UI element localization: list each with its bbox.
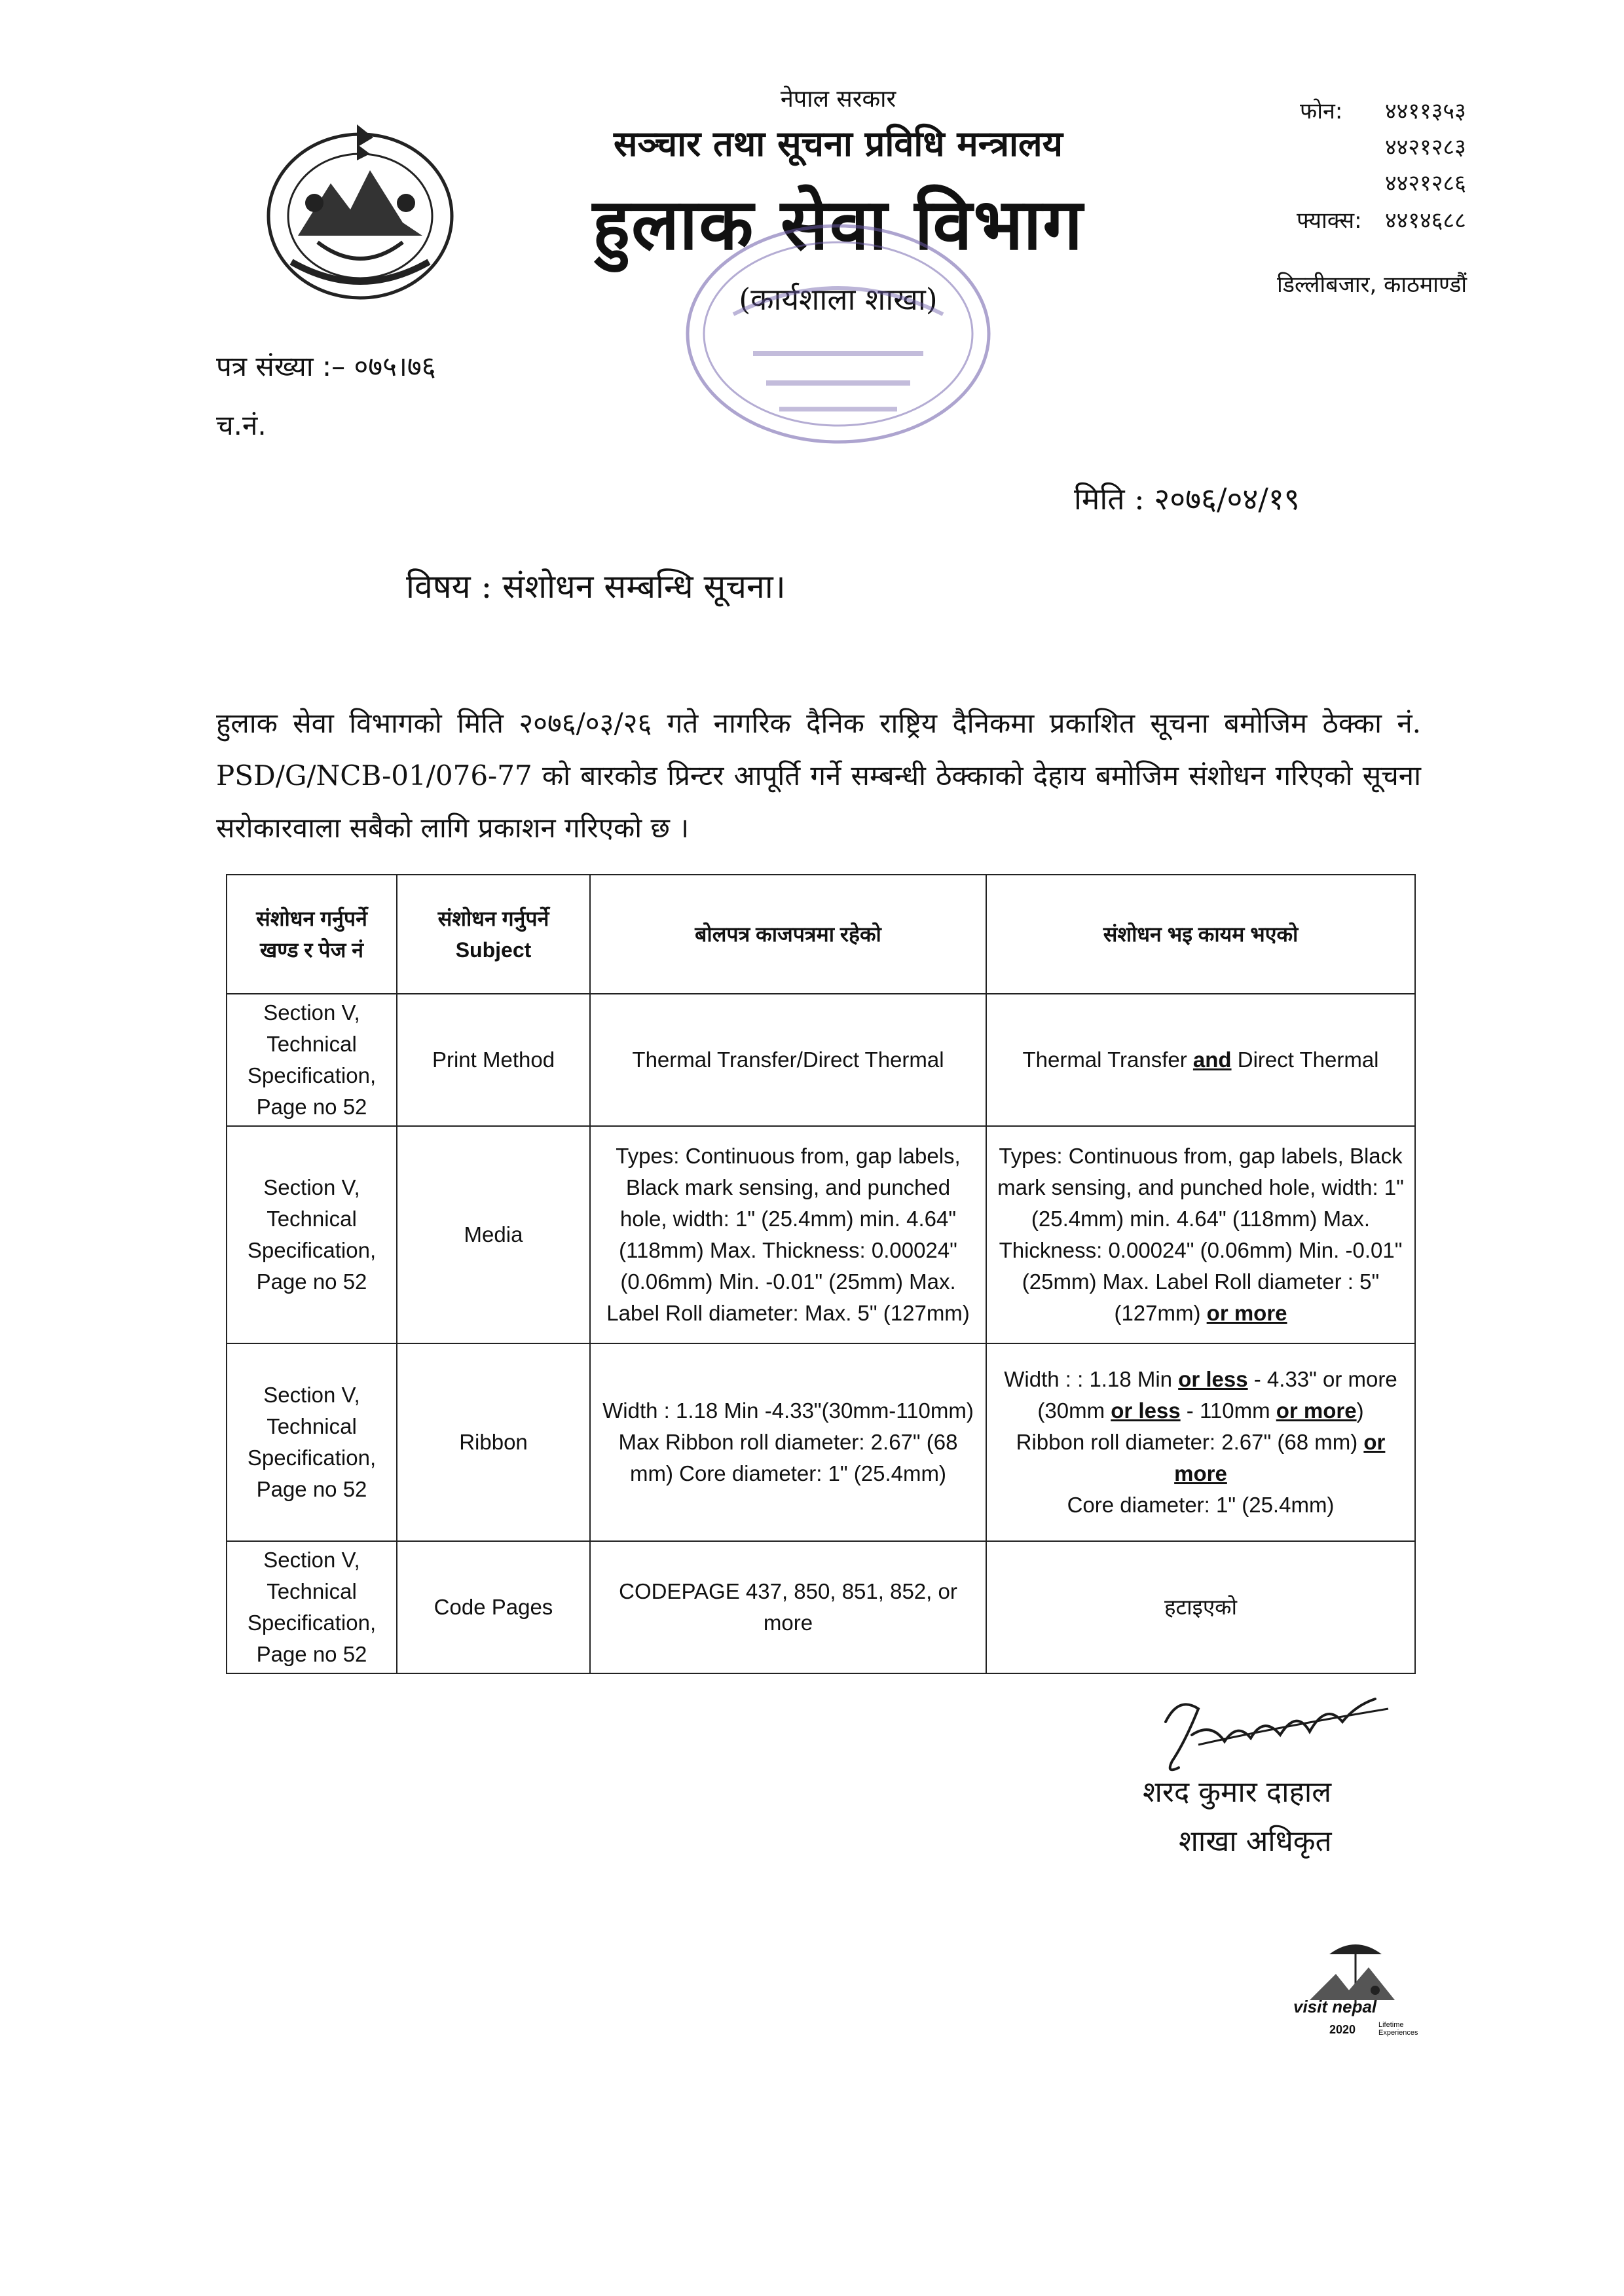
amended-text: Direct Thermal <box>1231 1048 1379 1072</box>
letter-body: हुलाक सेवा विभागको मिति २०७६/०३/२६ गते नागरिक दैनिक राष्ट्रिय दैनिकमा प्रकाशित सूचना बमोजिम ठेक्का नं. PSD/G/NCB-01/076-77 को बारकोड प्रिन्टर आपूर्ति गर्ने सम्बन्धी ठेक्काको देहाय बमोजिम संशोधन गरिएको सूचना सरोकारवाला सबैको लागि प्रकाशन गरिएको छ । <box>216 707 1421 844</box>
subject-cell: Code Pages <box>397 1541 590 1673</box>
government-label: नेपाल सरकार <box>780 86 896 113</box>
amended-emphasis: or less <box>1111 1398 1181 1423</box>
table-row <box>227 1126 1415 1343</box>
letter-date: मिति : २०७६/०४/१९ <box>1074 481 1300 517</box>
branch-title: (कार्यशाला शाखा) <box>739 282 938 317</box>
letter-subject: विषय : संशोधन सम्बन्धि सूचना। <box>406 568 786 606</box>
amended-emphasis: or more <box>1276 1398 1357 1423</box>
department-title: हुलाक सेवा विभाग <box>592 183 1084 266</box>
section-cell: Section V, Technical Specification, Page no 52 <box>227 1126 397 1343</box>
amendment-table <box>226 874 1416 1674</box>
amended-emphasis: and <box>1192 1048 1232 1072</box>
column-header-section: संशोधन गर्नुपर्ने खण्ड र पेज नं <box>227 875 397 994</box>
phone-number: ४४२१२८६ <box>1385 170 1466 196</box>
section-cell: Section V, Technical Specification, Page no 52 <box>227 994 397 1126</box>
amended-emphasis: or less <box>1178 1367 1248 1391</box>
visit-nepal-logo-icon <box>1283 1928 1434 2059</box>
office-address: डिल्लीबजार, काठमाण्डौं <box>1277 272 1467 298</box>
phone-number: ४४११३५३ <box>1385 98 1466 124</box>
amended-text: ) <box>1356 1398 1364 1423</box>
fax-number: ४४१४६८८ <box>1385 208 1466 234</box>
amended-text: - 110mm <box>1180 1398 1276 1423</box>
original-cell: Types: Continuous from, gap labels, Black mark sensing, and punched hole, width: 1" (25.4mm) min. 4.64" (118mm) Max. Thickness: 0.00024" (0.06mm) Min. -0.01" (25mm) Max. Label Roll diameter: Max. 5" (127mm) <box>590 1126 986 1343</box>
original-cell: Width : 1.18 Min -4.33"(30mm-110mm) Max Ribbon roll diameter: 2.67" (68 mm) Core diameter: 1" (25.4mm) <box>590 1343 986 1541</box>
original-cell: CODEPAGE 437, 850, 851, 852, or more <box>590 1541 986 1673</box>
column-header-subject <box>397 875 590 994</box>
original-cell: Thermal Transfer/Direct Thermal <box>590 994 986 1126</box>
amended-text: - 4.33" or more (30mm <box>1037 1367 1397 1423</box>
amended-emphasis: or more <box>1174 1430 1386 1485</box>
signer-name: शरद कुमार दाहाल <box>1143 1776 1332 1809</box>
handwritten-signature-icon <box>1139 1683 1401 1781</box>
amended-cell <box>986 1343 1415 1541</box>
nepal-government-emblem-icon <box>252 111 468 308</box>
amended-text: Thermal Transfer <box>1022 1048 1193 1072</box>
amended-text: Types: Continuous from, gap labels, Black mark sensing, and punched hole, width: 1" (25.4mm) min. 4.64" (118mm) Max. Thickness: 0.00024" (0.06mm) Min. -0.01" (25mm) Max. Label Roll diameter : 5" (127mm) <box>997 1144 1404 1325</box>
column-header-subject-nepali: संशोधन गर्नुपर्ने <box>437 907 549 930</box>
amended-cell: हटाइएको <box>986 1541 1415 1673</box>
amended-text: Ribbon roll diameter: 2.67" (68 mm) <box>1016 1430 1364 1454</box>
section-cell: Section V, Technical Specification, Page no 52 <box>227 1343 397 1541</box>
column-header-original: बोलपत्र काजपत्रमा रहेको <box>590 875 986 994</box>
column-header-subject-english: Subject <box>455 938 532 962</box>
subject-cell: Ribbon <box>397 1343 590 1541</box>
amended-text: Core diameter: 1" (25.4mm) <box>1067 1493 1335 1517</box>
visit-nepal-tagline: Lifetime Experiences <box>1378 2021 1418 2037</box>
amended-text: Width : : 1.18 Min <box>1004 1367 1179 1391</box>
table-header-row <box>227 875 1415 994</box>
visit-nepal-year: 2020 <box>1329 2023 1356 2036</box>
subject-cell: Media <box>397 1126 590 1343</box>
amended-emphasis: or more <box>1206 1301 1287 1325</box>
signer-title: शाखा अधिकृत <box>1179 1825 1332 1858</box>
phone-label: फोन: <box>1300 98 1343 124</box>
fax-label: फ्याक्स: <box>1297 208 1362 234</box>
table-row <box>227 994 1415 1126</box>
section-cell: Section V, Technical Specification, Page no 52 <box>227 1541 397 1673</box>
dispatch-number: च.नं. <box>216 409 267 441</box>
phone-number: ४४२१२८३ <box>1385 134 1466 160</box>
column-header-amended: संशोधन भइ कायम भएको <box>986 875 1415 994</box>
visit-nepal-wordmark: visit nepal <box>1293 1997 1377 2016</box>
letter-number: पत्र संख्या :– ०७५।७६ <box>216 350 436 382</box>
amended-cell <box>986 994 1415 1126</box>
office-stamp-icon <box>655 216 1022 452</box>
table-row <box>227 1541 1415 1673</box>
table-row <box>227 1343 1415 1541</box>
ministry-title: सञ्चार तथा सूचना प्रविधि मन्त्रालय <box>614 122 1063 164</box>
subject-cell: Print Method <box>397 994 590 1126</box>
amended-cell <box>986 1126 1415 1343</box>
